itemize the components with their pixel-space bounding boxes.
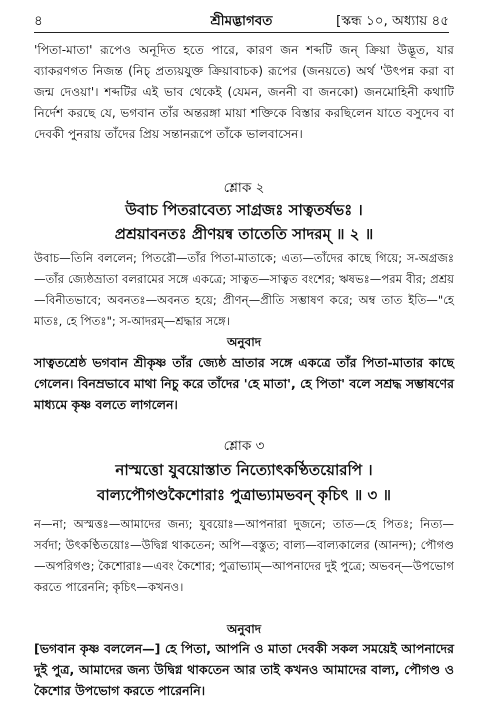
verse-3-label: শ্লোক ৩ [223,438,265,454]
header-rule [34,32,449,33]
running-header [34,8,449,30]
verse-2-line-1: উবাচ পিতরাবেত্য সাগ্রজঃ সাত্বতর্ষভঃ । [125,201,363,219]
verse-2-translation: সাত্বতশ্রেষ্ঠ ভগবান শ্রীকৃষ্ণ তাঁর জ্যেষ্ঠ ভ্রাতার সঙ্গে একত্রে তাঁর পিতা-মাতার কাছে গেলেন। বিনম্রভাবে মাথা নিচু করে তাঁদের 'হে মাতা', হে পিতা' বলে সশ্রদ্ধ সম্ভাষণের মাধ্যমে কৃষ্ণ বলতে লাগলেন। [34,355,454,412]
verse-2-word-for-word: উবাচ—তিনি বললেন; পিতরৌ—তাঁর পিতা-মাতাকে; এত্য—তাঁদের কাছে গিয়ে; স-অগ্রজঃ—তাঁর জ্যেষ্ঠভ্রাতা বলরামের সঙ্গে একত্রে; সাত্বত—সাত্বত বংশের; ঋষভঃ—পরম বীর; প্রশ্রয়—বিনীতভাবে; অবনতঃ—অবনত হয়ে; প্রীণন্—প্রীতি সম্ভাষণ করে; অম্ব তাত ইতি—"হে মাতঃ, হে পিতঃ"; স-আদরম্—শ্রদ্ধার সঙ্গে। [34,251,454,328]
verse-2-translation-label: অনুবাদ [226,335,262,349]
verse-3-translation-label: অনুবাদ [226,622,262,636]
verse-2-line-2: প্রশ্রয়াবনতঃ প্রীণয়ন্ব তাতেতি সাদরম্ ॥ ২ ॥ [114,225,374,243]
verse-3-translation: [ভগবান কৃষ্ণ বললেন—] হে পিতা, আপনি ও মাতা দেবকী সকল সময়েই আপনাদের দুই পুত্র, আমাদের জন্য উদ্বিগ্ন থাকতেন আর তাই কখনও আমাদের বাল্য, পৌগণ্ড ও কৈশোর উপভোগ করতে পারেননি। [34,641,454,698]
verse-2-label: শ্লোক ২ [223,180,265,196]
verse-3-word-for-word: ন—না; অস্মত্তঃ—আমাদের জন্য; যুবয়োঃ—আপনারা দুজনে; তাত—হে পিতঃ; নিত্য—সর্বদা; উৎকণ্ঠিতয়োঃ—উদ্বিগ্ন থাকতেন; অপি—বস্তুত; বাল্য—বাল্যকালের (আনন্দ); পৌগণ্ড—অপরিগণ্ড; কৈশোরাঃ—এবং কৈশোর; পুত্রাভ্যাম্—আপনাদের দুই পুত্রে; অভবন্—উপভোগ করতে পারেননি; কৃচিৎ—কখনও। [34,517,454,594]
verse-3-line-1: নাস্মত্তো যুবয়োস্তাত নিত্যোৎকণ্ঠিতয়োরপি । [115,461,373,479]
chapter-reference: [স্কন্ধ ১০, অধ্যায় ৪৫ [336,13,449,29]
verse-3-line-2: বাল্যপৌগণ্ডকৈশোরাঃ পুত্রাভ্যামভবন্ কৃচিৎ ॥ ৩ ॥ [97,486,391,504]
book-title: শ্রীমদ্ভাগবত [210,13,273,29]
purport-paragraph: 'পিতা-মাতা' রূপেও অনূদিত হতে পারে, কারণ জন শব্দটি জন্ ক্রিয়া উদ্ভূত, যার ব্যাকরণগত নিজন্ত (নিচ্ প্রত্যয়যুক্ত ক্রিয়াবাচক) রূপের (জনয়তে) অর্থ 'উৎপন্ন করা বা জন্ম দেওয়া'। শব্দটির এই ভাব থেকেই (যেমন, জননী বা জনকো) জনমোহিনী কথাটি নির্দেশ করছে যে, ভগবান তাঁর অন্তরঙ্গা মায়া শক্তিকে বিস্তার করছিলেন যাতে বসুদেব বা দেবকী পুনরায় তাঁদের প্রিয় সন্তানরূপে তাঁকে ভালবাসেন। [34,43,454,141]
page-number: ৪ [34,13,43,29]
